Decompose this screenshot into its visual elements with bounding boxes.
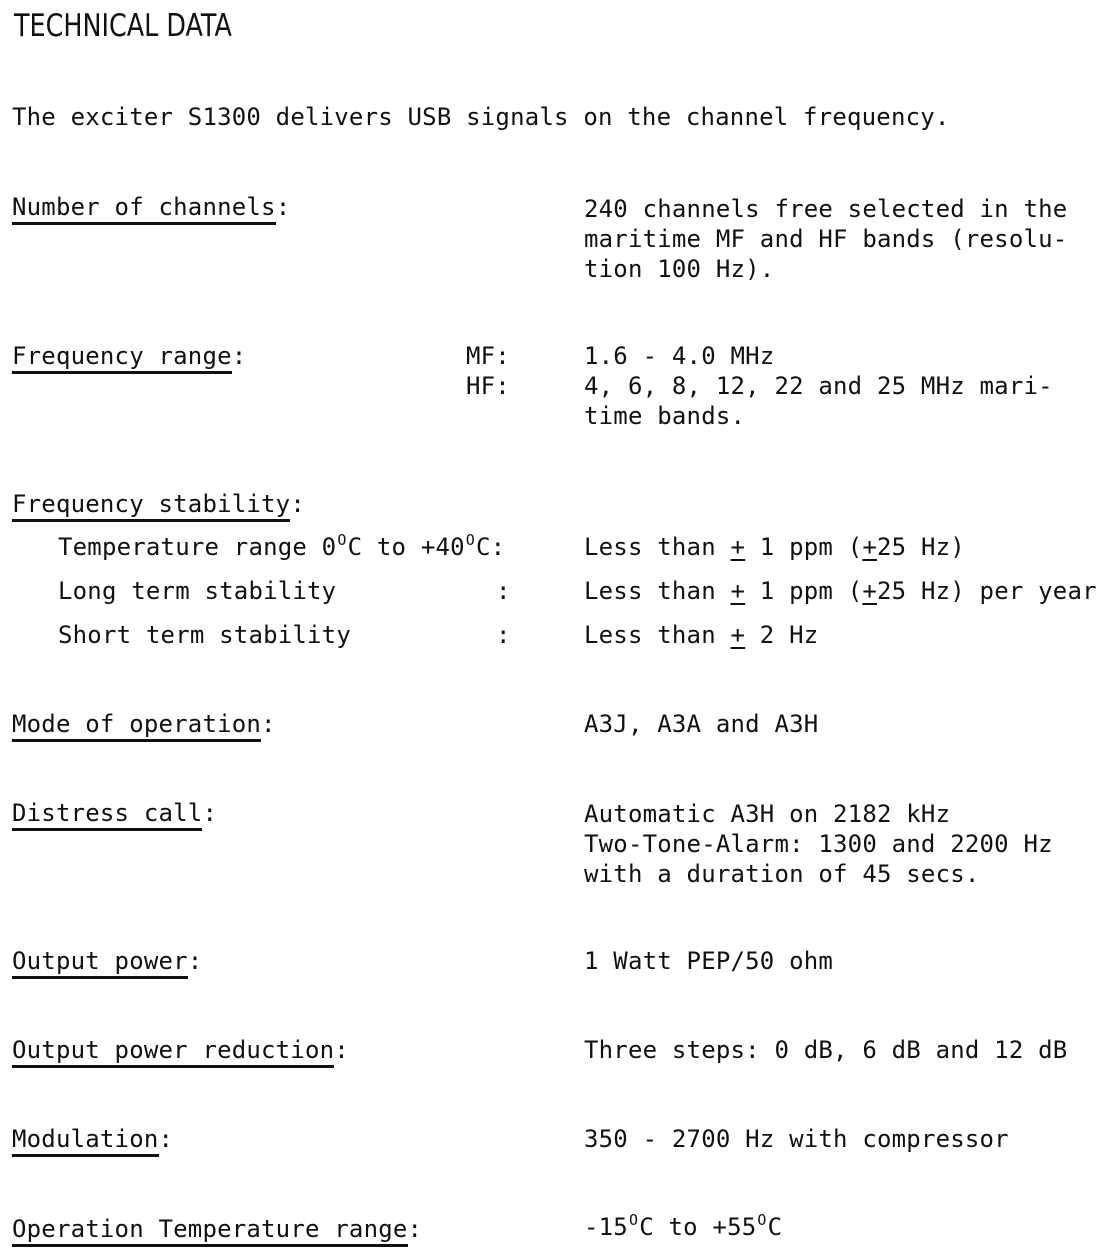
- value-part: Less than: [584, 621, 731, 649]
- temp-label-part: C:: [476, 533, 506, 561]
- degree-symbol: O: [337, 531, 347, 549]
- colon: :: [187, 947, 203, 975]
- colon: :: [290, 490, 305, 518]
- channels-value: [584, 194, 1067, 284]
- temp-label-part: Temperature range 0: [58, 533, 337, 561]
- long-term-sep: :: [496, 577, 511, 605]
- temperature-range-label: [58, 532, 505, 565]
- short-term-stability-value: [584, 620, 818, 650]
- plus-minus-symbol: +: [730, 533, 746, 561]
- colon: :: [261, 710, 276, 738]
- value-part: C to +55: [639, 1213, 757, 1241]
- colon: :: [407, 1215, 423, 1243]
- power-reduction-value: Three steps: 0 dB, 6 dB and 12 dB: [584, 1036, 1068, 1064]
- distress-line-2: Two-Tone-Alarm: 1300 and 2200 Hz: [584, 830, 1053, 858]
- channels-line-3: tion 100 Hz).: [584, 255, 775, 283]
- hf-label: HF:: [466, 372, 510, 400]
- colon: :: [202, 799, 218, 827]
- short-term-sep: :: [496, 621, 511, 649]
- operation-temp-label-text: Operation Temperature range: [12, 1215, 408, 1247]
- channels-line-1: 240 channels free selected in the: [584, 195, 1068, 223]
- frequency-stability-label-text: Frequency stability: [12, 490, 290, 522]
- distress-label-text: Distress call: [12, 799, 202, 831]
- modulation-label-text: Modulation: [12, 1125, 159, 1157]
- distress-line-1: Automatic A3H on 2182 kHz: [584, 800, 951, 828]
- output-power-value: 1 Watt PEP/50 ohm: [584, 947, 834, 975]
- mf-value: 1.6 - 4.0 MHz: [584, 342, 775, 370]
- value-part: 1 ppm (: [745, 577, 863, 605]
- colon: :: [231, 342, 247, 370]
- temp-label-part: C to +40: [347, 533, 465, 561]
- page-title: TECHNICAL DATA: [14, 8, 232, 44]
- channels-label: [12, 192, 290, 222]
- output-power-label-text: Output power: [12, 947, 188, 979]
- plus-minus-symbol: +: [862, 577, 878, 605]
- output-power-label: [12, 946, 202, 976]
- value-part: 1 ppm (: [745, 533, 863, 561]
- value-part: Less than: [584, 577, 731, 605]
- channels-label-text: Number of channels: [12, 193, 276, 225]
- value-part: 2 Hz: [745, 621, 819, 649]
- colon: :: [334, 1036, 349, 1064]
- colon: :: [275, 193, 291, 221]
- value-part: C: [767, 1213, 783, 1241]
- hf-line-2: time bands.: [584, 402, 746, 430]
- degree-symbol: O: [757, 1211, 767, 1229]
- mode-label-text: Mode of operation: [12, 710, 261, 742]
- plus-minus-symbol: +: [730, 577, 746, 605]
- value-part: -15: [584, 1213, 628, 1241]
- operation-temp-label: [12, 1214, 422, 1244]
- distress-value: [584, 799, 1053, 889]
- plus-minus-symbol: +: [730, 621, 746, 649]
- channels-line-2: maritime MF and HF bands (resolu-: [584, 225, 1068, 253]
- value-part: 25 Hz): [877, 533, 965, 561]
- mode-value: A3J, A3A and A3H: [584, 710, 819, 738]
- mf-label: MF:: [466, 342, 510, 370]
- operation-temp-value: [584, 1212, 782, 1245]
- modulation-label: [12, 1124, 173, 1154]
- value-part: Less than: [584, 533, 731, 561]
- colon: :: [158, 1125, 174, 1153]
- intro-text: The exciter S1300 delivers USB signals on the channel frequency.: [12, 103, 950, 131]
- power-reduction-label: [12, 1035, 349, 1065]
- power-reduction-label-text: Output power reduction: [12, 1036, 334, 1068]
- distress-label: [12, 798, 217, 828]
- frequency-stability-label: [12, 489, 305, 519]
- hf-line-1: 4, 6, 8, 12, 22 and 25 MHz mari-: [584, 372, 1053, 400]
- hf-value: [584, 371, 1053, 431]
- value-part: 25 Hz) per year: [877, 577, 1097, 605]
- frequency-range-label-text: Frequency range: [12, 342, 232, 374]
- distress-line-3: with a duration of 45 secs.: [584, 860, 980, 888]
- degree-symbol: O: [465, 531, 476, 549]
- frequency-range-label: [12, 341, 246, 371]
- temperature-range-value: [584, 532, 965, 562]
- short-term-stability-label: Short term stability: [58, 621, 351, 649]
- modulation-value: 350 - 2700 Hz with compressor: [584, 1125, 1009, 1153]
- degree-symbol: O: [628, 1211, 639, 1229]
- long-term-stability-label: Long term stability: [58, 577, 337, 605]
- mode-label: [12, 709, 276, 739]
- long-term-stability-value: [584, 576, 1097, 606]
- plus-minus-symbol: +: [862, 533, 878, 561]
